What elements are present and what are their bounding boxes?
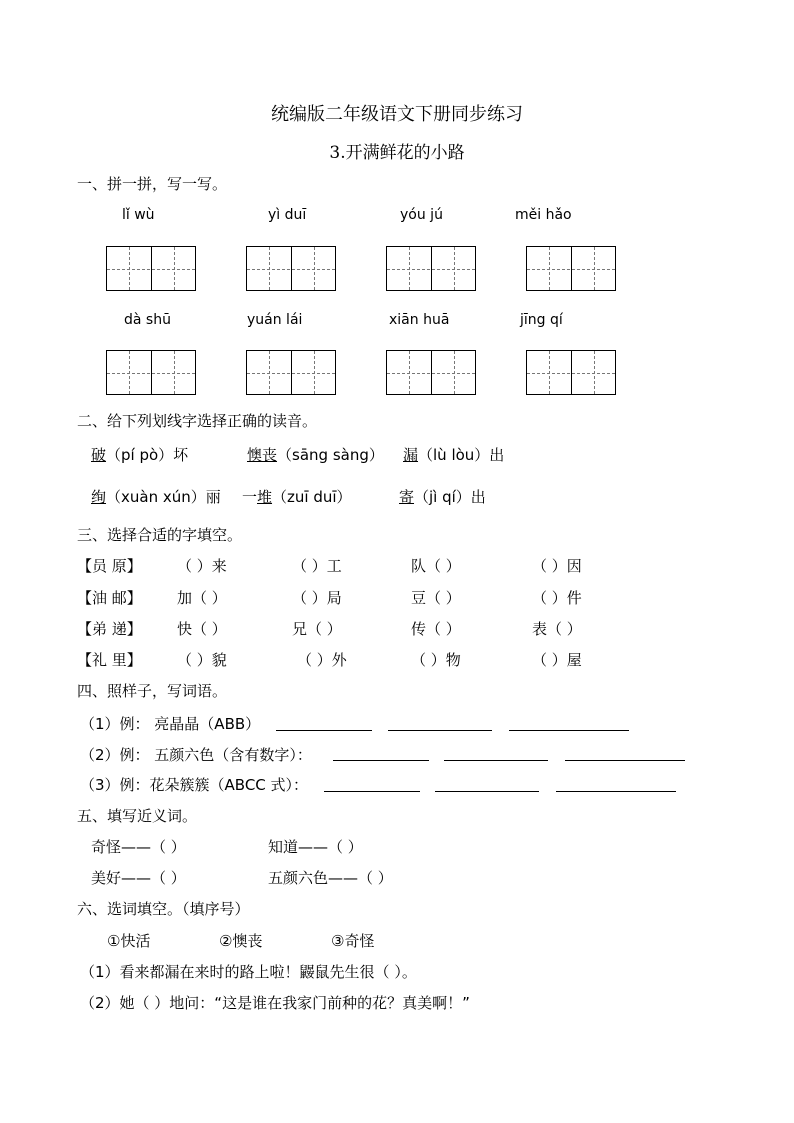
writing-grid[interactable]	[526, 350, 616, 395]
writing-grid[interactable]	[386, 350, 476, 395]
pinyin-label: yì duī	[268, 207, 307, 223]
synonym-item[interactable]: 奇怪——（ ）	[91, 838, 186, 856]
fill-blank[interactable]: 兄（ ）	[292, 620, 342, 638]
answer-line[interactable]	[444, 760, 548, 761]
answer-line[interactable]	[509, 730, 629, 731]
section-4-heading: 四、照样子，写词语。	[77, 682, 228, 700]
char-choice: 【弟 递】	[77, 620, 142, 638]
writing-grid[interactable]	[386, 246, 476, 291]
char-choice: 【油 邮】	[77, 589, 142, 607]
fill-blank[interactable]: （ ）物	[411, 651, 461, 669]
pinyin-label: yuán lái	[247, 312, 303, 328]
pinyin-choice: （sāng sàng）	[277, 446, 384, 464]
example-line: （2）例： 五颜六色（含有数字）：	[80, 746, 312, 764]
answer-line[interactable]	[565, 760, 685, 761]
writing-grid[interactable]	[246, 246, 336, 291]
answer-line[interactable]	[333, 760, 429, 761]
fill-blank[interactable]: （ ）来	[177, 557, 227, 575]
fill-blank[interactable]: 加（ ）	[177, 589, 227, 607]
pinyin-label: měi hǎo	[515, 207, 572, 223]
fill-blank[interactable]: （ ）外	[297, 651, 347, 669]
fill-blank[interactable]: （ ）屋	[532, 651, 582, 669]
fill-blank[interactable]: （ ）工	[292, 557, 342, 575]
word-option: ②懊丧	[219, 932, 263, 950]
question-2[interactable]: （2）她（ ）地问：“这是谁在我家门前种的花？真美啊！”	[80, 994, 470, 1012]
answer-line[interactable]	[435, 791, 539, 792]
pinyin-choice: （jì qí）出	[414, 488, 486, 506]
underlined-char: 破	[91, 446, 107, 464]
pinyin-choice: （lù lòu）出	[418, 446, 505, 464]
pinyin-label: dà shū	[124, 312, 171, 328]
reading-item	[399, 486, 486, 507]
synonym-item[interactable]: 五颜六色——（ ）	[268, 869, 393, 887]
reading-item	[91, 444, 188, 465]
fill-blank[interactable]: 豆（ ）	[411, 589, 461, 607]
lesson-title: 3.开满鲜花的小路	[329, 143, 465, 163]
answer-line[interactable]	[324, 791, 420, 792]
fill-blank[interactable]: （ ）件	[532, 589, 582, 607]
reading-item	[403, 444, 504, 465]
writing-grid[interactable]	[106, 246, 196, 291]
section-2-heading: 二、给下列划线字选择正确的读音。	[77, 412, 318, 430]
fill-blank[interactable]: （ ）因	[532, 557, 582, 575]
pinyin-choice: （zuī duī）	[272, 488, 352, 506]
answer-line[interactable]	[388, 730, 492, 731]
fill-blank[interactable]: （ ）貌	[177, 651, 227, 669]
page-title: 统编版二年级语文下册同步练习	[271, 104, 523, 125]
example-line: （1）例： 亮晶晶（ABB）	[80, 715, 261, 733]
word-option: ①快活	[107, 932, 151, 950]
synonym-item[interactable]: 知道——（ ）	[268, 838, 363, 856]
pinyin-choice: （xuàn xún）丽	[106, 488, 221, 506]
underlined-char: 堆	[257, 488, 273, 506]
fill-blank[interactable]: 快（ ）	[177, 620, 227, 638]
section-6-heading: 六、选词填空。（填序号）	[77, 900, 250, 918]
underlined-char: 绚	[91, 488, 107, 506]
answer-line[interactable]	[276, 730, 372, 731]
reading-item	[242, 486, 352, 507]
word-option: ③奇怪	[331, 932, 375, 950]
writing-grid[interactable]	[246, 350, 336, 395]
synonym-item[interactable]: 美好——（ ）	[91, 869, 186, 887]
writing-grid[interactable]	[526, 246, 616, 291]
writing-grid[interactable]	[106, 350, 196, 395]
pinyin-label: jīng qí	[520, 312, 563, 328]
pinyin-choice: （pí pò）坏	[106, 446, 189, 464]
section-3-heading: 三、选择合适的字填空。	[77, 526, 243, 544]
reading-item	[91, 486, 221, 507]
fill-blank[interactable]: （ ）局	[292, 589, 342, 607]
answer-line[interactable]	[556, 791, 676, 792]
pinyin-label: xiān huā	[389, 312, 450, 328]
section-5-heading: 五、填写近义词。	[77, 807, 198, 825]
fill-blank[interactable]: 队（ ）	[411, 557, 461, 575]
underlined-char: 懊丧	[247, 446, 278, 464]
reading-item	[247, 444, 384, 465]
example-line: （3）例：花朵簇簇（ABCC 式）：	[80, 776, 309, 794]
fill-blank[interactable]: 传（ ）	[411, 620, 461, 638]
underlined-char: 寄	[399, 488, 415, 506]
plain-char: 一	[242, 488, 258, 506]
pinyin-label: lǐ wù	[122, 207, 155, 223]
fill-blank[interactable]: 表（ ）	[532, 620, 582, 638]
pinyin-label: yóu jú	[400, 207, 443, 223]
question-1[interactable]: （1）看来都漏在来时的路上啦！鼹鼠先生很（ ）。	[80, 963, 417, 981]
underlined-char: 漏	[403, 446, 419, 464]
char-choice: 【员 原】	[77, 557, 142, 575]
section-1-heading: 一、拼一拼，写一写。	[77, 175, 228, 193]
char-choice: 【礼 里】	[77, 651, 142, 669]
